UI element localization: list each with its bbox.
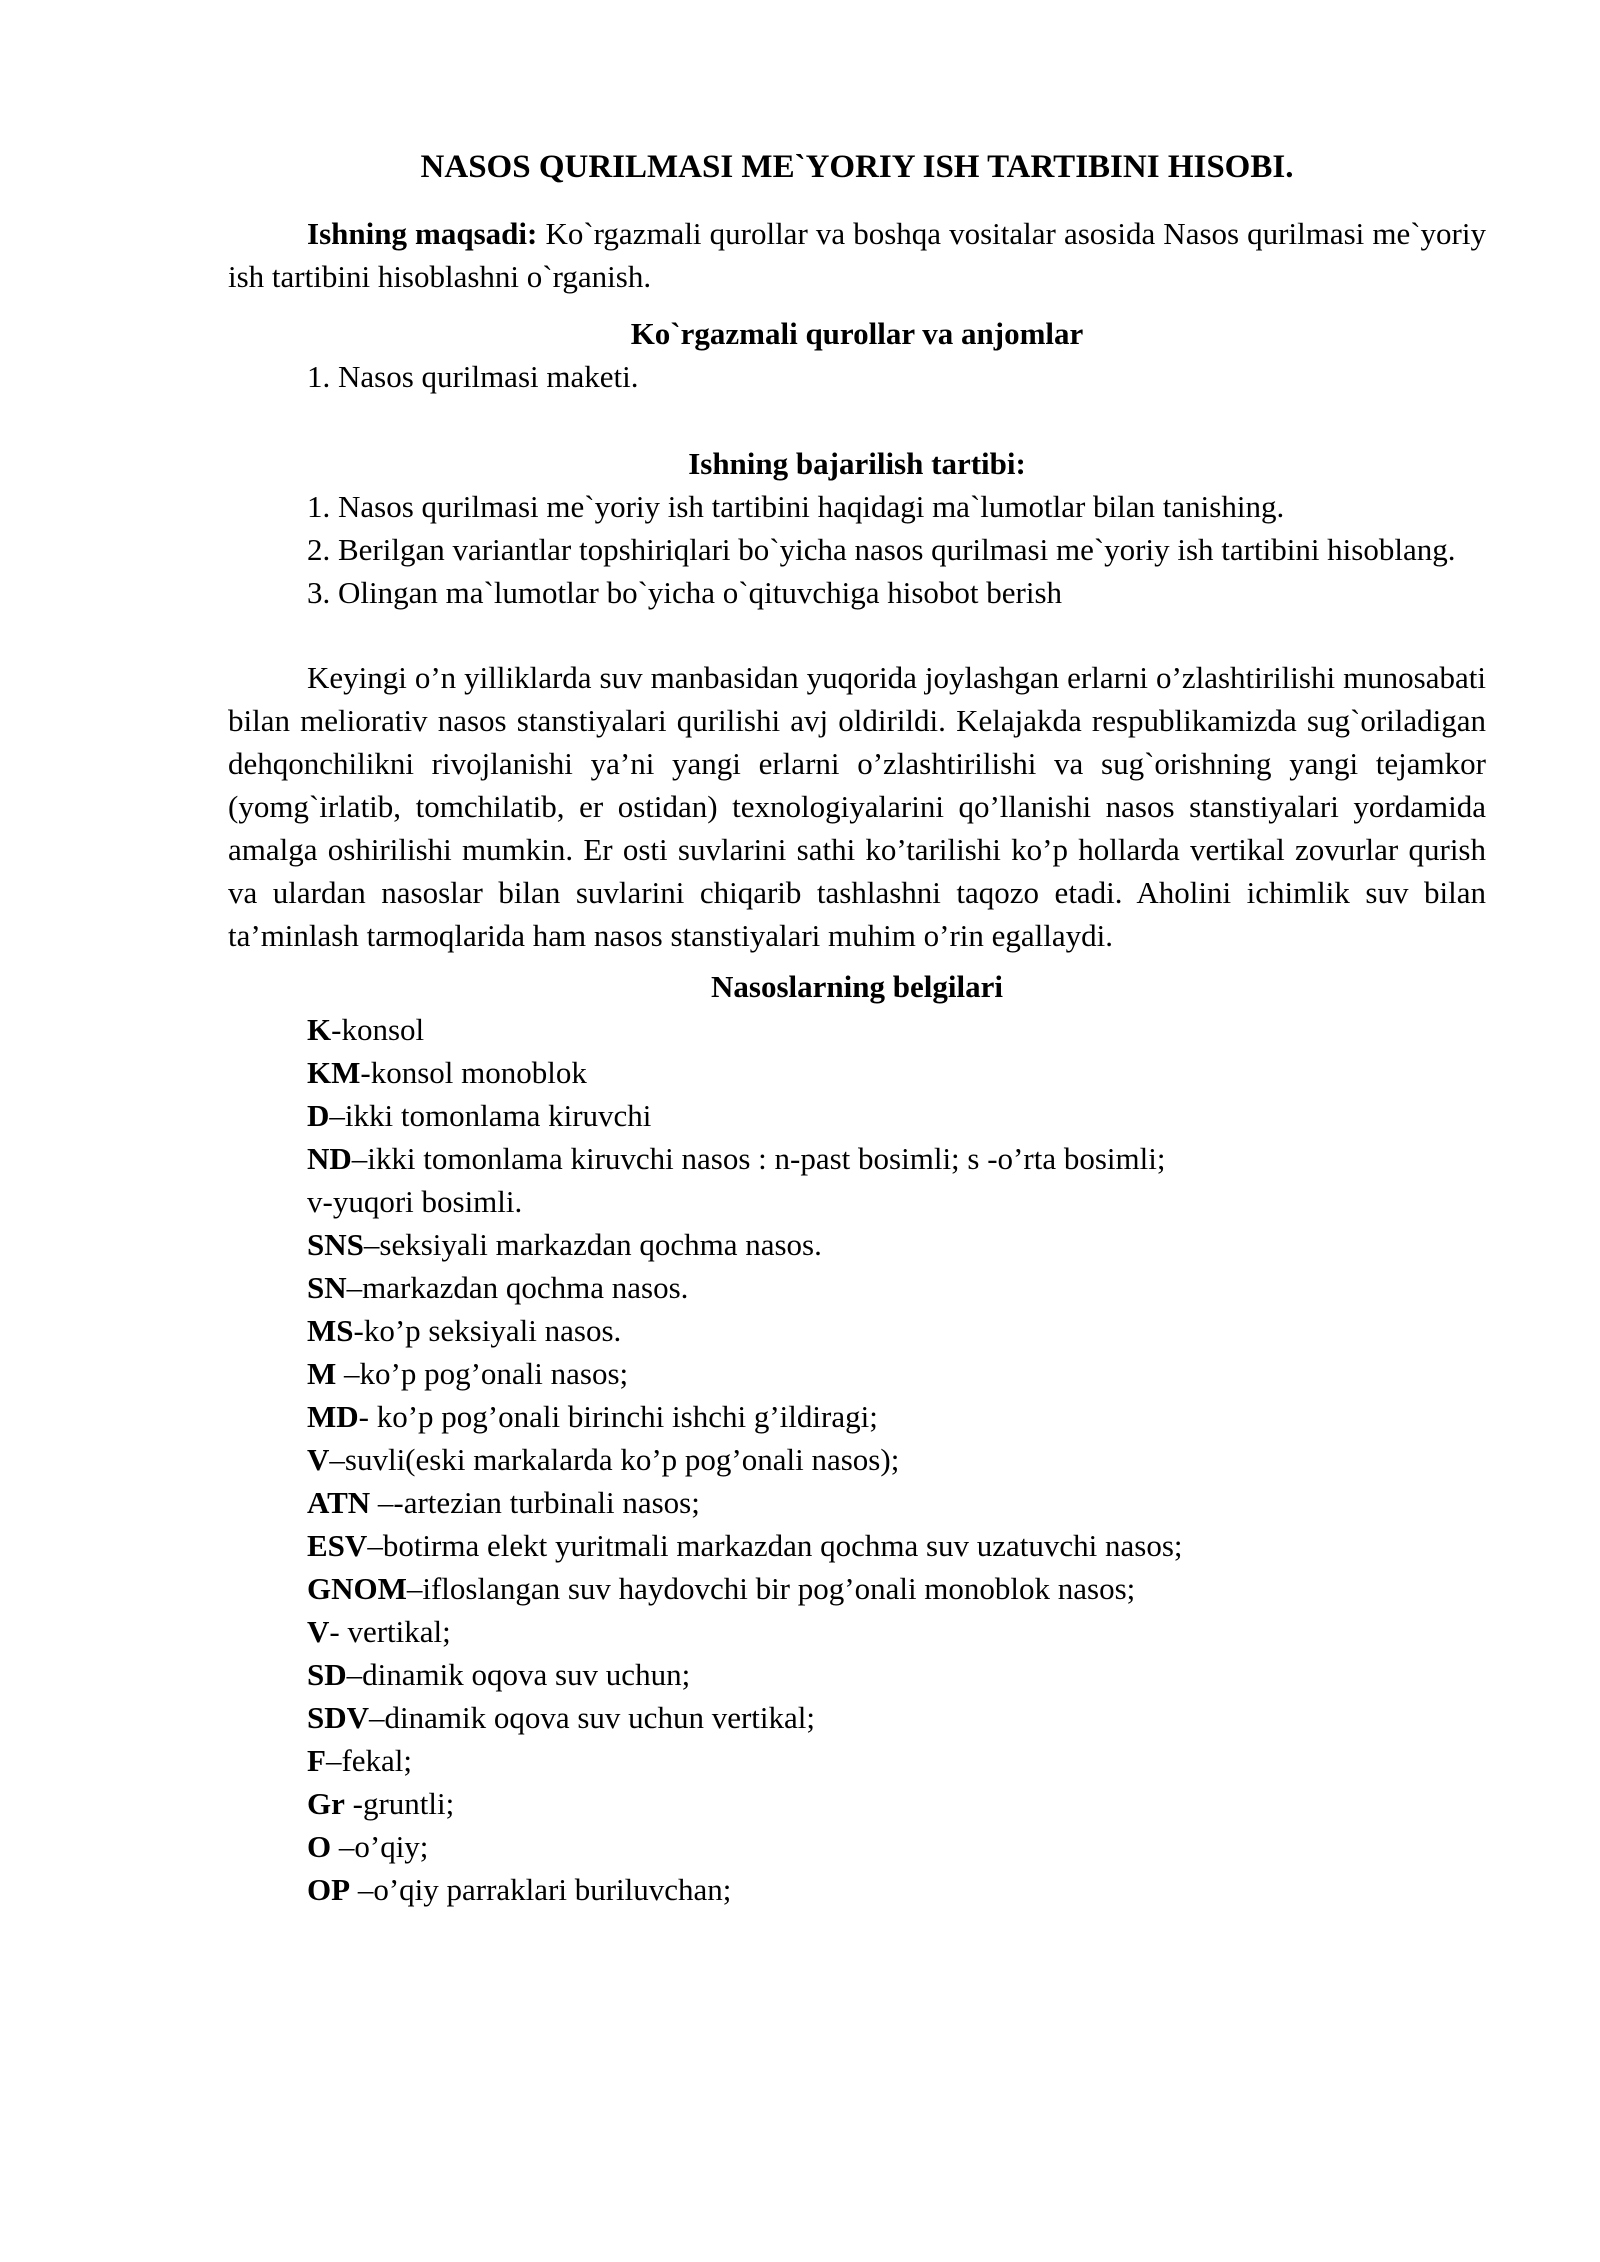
designation-code: V <box>307 1614 330 1649</box>
designation-code: M <box>307 1356 337 1391</box>
designation-code: V <box>307 1442 330 1477</box>
designation-code: K <box>307 1012 332 1047</box>
designation-text: –ifloslangan suv haydovchi bir pog’onali monoblok nasos; <box>406 1571 1136 1606</box>
designation-item <box>228 1395 1486 1438</box>
designation-item <box>228 1094 1486 1137</box>
designation-item <box>228 1868 1486 1911</box>
designation-text: –ko’p pog’onali nasos; <box>336 1356 629 1391</box>
designation-text: - vertikal; <box>329 1614 451 1649</box>
designation-item <box>228 1610 1486 1653</box>
designation-code: ATN <box>307 1485 371 1520</box>
designation-item <box>228 1438 1486 1481</box>
procedure-item-2: 2. Berilgan variantlar topshiriqlari bo`yicha nasos qurilmasi me`yoriy ish tartibini hisoblang. <box>307 532 1456 567</box>
designation-item <box>228 1223 1486 1266</box>
designation-item <box>228 1782 1486 1825</box>
designation-item <box>228 1352 1486 1395</box>
designation-text: v-yuqori bosimli. <box>307 1184 523 1219</box>
designation-code: O <box>307 1829 332 1864</box>
purpose-text: Ko`rgazmali qurollar va boshqa vositalar asosida Nasos qurilmasi me`yoriy ish tartibini hisoblashni o`rganish. <box>228 216 1486 294</box>
designation-code: SDV <box>307 1700 370 1735</box>
designation-text: –dinamik oqova suv uchun vertikal; <box>369 1700 815 1735</box>
section-heading-procedure: Ishning bajarilish tartibi: <box>688 446 1026 481</box>
designation-item <box>228 1653 1486 1696</box>
designation-text: –markazdan qochma nasos. <box>346 1270 689 1305</box>
designation-text: -konsol <box>331 1012 425 1047</box>
designation-text: –seksiyali markazdan qochma nasos. <box>363 1227 822 1262</box>
designation-item <box>228 1739 1486 1782</box>
designation-text: -konsol monoblok <box>360 1055 587 1090</box>
intro-paragraph: Keyingi o’n yilliklarda suv manbasidan yuqorida joylashgan erlarni o’zlashtirilishi munosabati bilan meliorativ nasos stanstiyalari qurilishi avj oldirildi. Kelajakda respublikamizda sug`oriladigan dehqonchilikni rivojlanishi ya’ni yangi erlarni o’zlashtirilishi va sug`orishning yangi tejamkor (yomg`irlatib, tomchilatib, er ostidan) texnologiyalarini qo’llanishi nasos stanstiyalari yordamida amalga oshirilishi mumkin. Er osti suvlarini sathi ko’tarilishi ko’p hollarda vertikal zovurlar qurish va ulardan nasoslar bilan suvlarini chiqarib tashlashni taqozo etadi. Aholini ichimlik suv bilan ta’minlash tarmoqlarida ham nasos stanstiyalari muhim o’rin egallaydi. <box>228 660 1486 953</box>
designation-text: –fekal; <box>325 1743 413 1778</box>
designation-code: F <box>307 1743 326 1778</box>
designation-code: GNOM <box>307 1571 407 1606</box>
designation-item <box>228 1524 1486 1567</box>
procedure-item-3: 3. Olingan ma`lumotlar bo`yicha o`qituvchiga hisobot berish <box>307 575 1063 610</box>
tools-item-1: 1. Nasos qurilmasi maketi. <box>307 359 639 394</box>
designation-item <box>228 1137 1486 1180</box>
designation-code: OP <box>307 1872 351 1907</box>
designation-text: –ikki tomonlama kiruvchi <box>329 1098 652 1133</box>
designation-text: -ko’p seksiyali nasos. <box>353 1313 622 1348</box>
designation-code: ND <box>307 1141 352 1176</box>
section-heading-designations: Nasoslarning belgilari <box>711 969 1003 1004</box>
designation-text: - ko’p pog’onali birinchi ishchi g’ildiragi; <box>358 1399 878 1434</box>
procedure-item-1: 1. Nasos qurilmasi me`yoriy ish tartibini haqidagi ma`lumotlar bilan tanishing. <box>307 489 1285 524</box>
purpose-paragraph <box>228 212 1486 298</box>
designation-text: –dinamik oqova suv uchun; <box>346 1657 691 1692</box>
designation-item <box>228 1051 1486 1094</box>
designation-text: –o’qiy parraklari buriluvchan; <box>350 1872 732 1907</box>
document-title: NASOS QURILMASI ME`YORIY ISH TARTIBINI HISOBI. <box>420 149 1294 185</box>
designation-code: KM <box>307 1055 361 1090</box>
designation-code: SN <box>307 1270 347 1305</box>
designation-item <box>228 1309 1486 1352</box>
designation-item <box>228 1180 1486 1223</box>
designation-item <box>228 1825 1486 1868</box>
designation-item <box>228 1567 1486 1610</box>
designation-text: –ikki tomonlama kiruvchi nasos : n-past bosimli; s -o’rta bosimli; <box>351 1141 1166 1176</box>
designation-text: –suvli(eski markalarda ko’p pog’onali nasos); <box>329 1442 900 1477</box>
designation-text: –-artezian turbinali nasos; <box>370 1485 700 1520</box>
designation-item <box>228 1696 1486 1739</box>
designation-code: Gr <box>307 1786 345 1821</box>
designation-text: -gruntli; <box>344 1786 455 1821</box>
designation-text: –botirma elekt yuritmali markazdan qochma suv uzatuvchi nasos; <box>367 1528 1183 1563</box>
designation-code: MD <box>307 1399 359 1434</box>
designation-code: MS <box>307 1313 354 1348</box>
designation-text: –o’qiy; <box>331 1829 429 1864</box>
designation-item <box>228 1266 1486 1309</box>
designation-code: SD <box>307 1657 347 1692</box>
section-heading-tools: Ko`rgazmali qurollar va anjomlar <box>630 316 1084 351</box>
designation-code: D <box>307 1098 330 1133</box>
purpose-label: Ishning maqsadi: <box>307 216 538 251</box>
designation-item <box>228 1008 1486 1051</box>
designation-item <box>228 1481 1486 1524</box>
designation-code: ESV <box>307 1528 368 1563</box>
designation-code: SNS <box>307 1227 364 1262</box>
